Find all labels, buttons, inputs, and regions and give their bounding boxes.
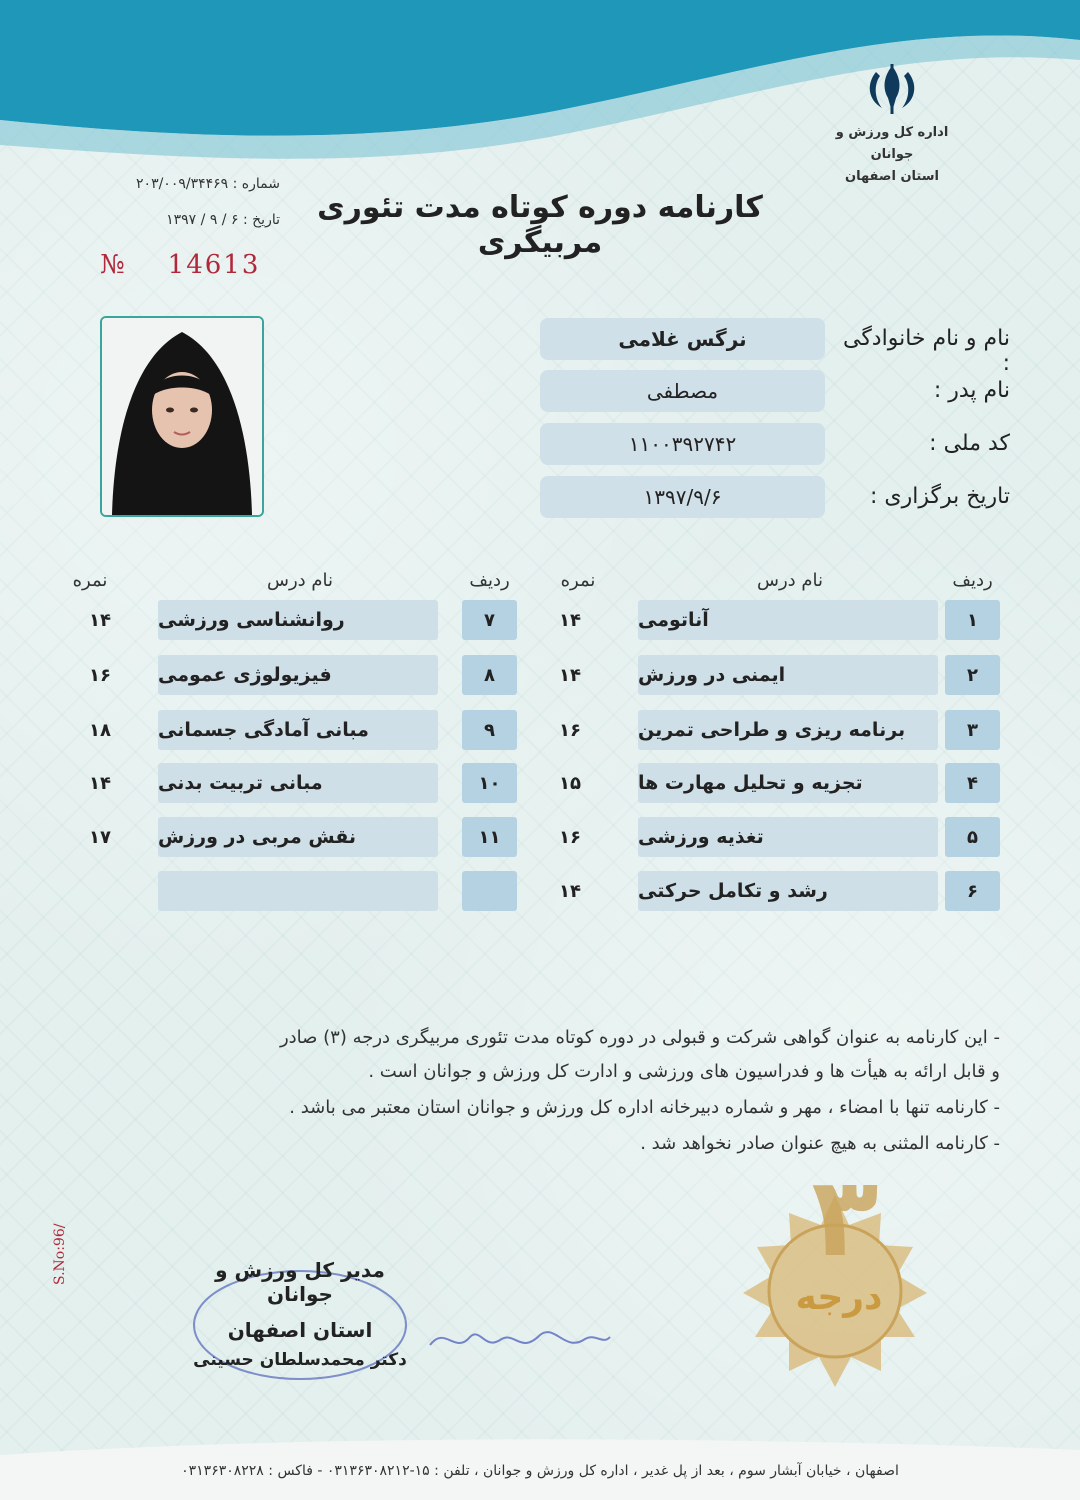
header-index-right: ردیف xyxy=(952,570,993,591)
header-course-right: نام درس xyxy=(756,570,824,591)
row-index: ۱۱ xyxy=(462,817,517,857)
row-index: ۹ xyxy=(462,710,517,750)
note-line: - کارنامه تنها با امضاء ، مهر و شماره دبیرخانه اداره کل ورزش و جوانان استان معتبر می باشد . xyxy=(289,1097,1000,1118)
signer-name: دکتر محمدسلطان حسینی xyxy=(193,1350,407,1370)
signer-title: مدیر کل ورزش و جوانان xyxy=(215,1258,385,1306)
row-course: روانشناسی ورزشی xyxy=(158,600,438,640)
row-index xyxy=(462,871,517,911)
number-value: ۲۰۳/۰۰۹/۳۴۴۶۹ xyxy=(136,176,229,192)
holder-photo xyxy=(100,316,264,517)
row-index: ۱ xyxy=(945,600,1000,640)
row-course: رشد و تکامل حرکتی xyxy=(638,871,938,911)
row-grade: ۱۷ xyxy=(89,826,111,848)
row-grade: ۱۴ xyxy=(89,609,111,631)
date-value: ۶ / ۹ / ۱۳۹۷ xyxy=(166,212,239,228)
row-course: برنامه ریزی و طراحی تمرین xyxy=(638,710,938,750)
row-grade: ۱۸ xyxy=(89,719,111,741)
footer-wave xyxy=(0,1395,1080,1500)
handwritten-signature xyxy=(425,1315,615,1365)
father-value: مصطفی xyxy=(540,370,825,412)
portrait-image xyxy=(102,318,262,515)
org-name: اداره کل ورزش و جوانان xyxy=(835,125,949,162)
row-grade: ۱۶ xyxy=(559,719,581,741)
national-id-label: کد ملی : xyxy=(929,431,1010,456)
note-line: و قابل ارائه به هیأت ها و فدراسیون های ورزشی و ادارت کل ورزش و جوانان است . xyxy=(368,1061,1000,1082)
row-course: مبانی آمادگی جسمانی xyxy=(158,710,438,750)
row-index: ۱۰ xyxy=(462,763,517,803)
date-label: تاریخ : xyxy=(242,212,280,228)
row-course: فیزیولوژی عمومی xyxy=(158,655,438,695)
row-index: ۳ xyxy=(945,710,1000,750)
row-grade: ۱۴ xyxy=(89,772,111,794)
row-course: تجزیه و تحلیل مهارت ها xyxy=(638,763,938,803)
signer-province: استان اصفهان xyxy=(227,1318,373,1342)
header-grade-left: نمره xyxy=(72,570,108,591)
serial-number xyxy=(100,250,260,280)
row-course: آناتومی xyxy=(638,600,938,640)
held-date-label: تاریخ برگزاری : xyxy=(869,484,1010,509)
seal-big-digit: ۳ xyxy=(811,1185,879,1281)
footer-address: اصفهان ، خیابان آبشار سوم ، بعد از پل غدیر ، اداره کل ورزش و جوانان ، تلفن : ۱۵-۰۳۱۳۶۳۰۸۲۱۲ - فاکس : ۰۳۱۳۶۳۰۸۲۲۸ xyxy=(181,1463,899,1479)
row-index: ۷ xyxy=(462,600,517,640)
row-course: مبانی تربیت بدنی xyxy=(158,763,438,803)
row-index: ۲ xyxy=(945,655,1000,695)
father-label: نام پدر : xyxy=(933,378,1010,403)
iran-emblem-icon xyxy=(862,62,922,116)
row-grade: ۱۵ xyxy=(559,772,581,794)
org-province: استان اصفهان xyxy=(845,169,939,184)
held-date-value: ۱۳۹۷/۹/۶ xyxy=(540,476,825,518)
row-index: ۸ xyxy=(462,655,517,695)
side-serial-mark: S.No:96/ xyxy=(52,1223,68,1285)
row-grade: ۱۶ xyxy=(89,664,111,686)
serial-symbol: № xyxy=(100,250,127,280)
letter-date xyxy=(60,212,280,228)
note-line: - این کارنامه به عنوان گواهی شرکت و قبولی در دوره کوتاه مدت تئوری مربیگری درجه (۳) صادر xyxy=(279,1027,1000,1048)
header-index-left: ردیف xyxy=(469,570,510,591)
letter-number xyxy=(60,176,280,192)
row-grade xyxy=(60,871,140,911)
signature-block xyxy=(180,1258,420,1370)
row-grade: ۱۴ xyxy=(559,880,581,902)
row-course xyxy=(158,871,438,911)
row-index: ۶ xyxy=(945,871,1000,911)
row-index: ۵ xyxy=(945,817,1000,857)
row-grade: ۱۴ xyxy=(559,664,581,686)
grade-seal xyxy=(715,1185,955,1415)
row-grade: ۱۴ xyxy=(559,609,581,631)
header-course-left: نام درس xyxy=(266,570,334,591)
number-label: شماره : xyxy=(232,176,280,192)
notes xyxy=(70,1018,1000,1164)
seal-word: درجه xyxy=(795,1277,883,1318)
row-course: نقش مربی در ورزش xyxy=(158,817,438,857)
row-grade: ۱۶ xyxy=(559,826,581,848)
serial-value: 14613 xyxy=(167,250,261,280)
note-line: - کارنامه المثنی به هیچ عنوان صادر نخواهد شد . xyxy=(640,1133,1000,1154)
header-grade-right: نمره xyxy=(560,570,596,591)
row-course: تغذیه ورزشی xyxy=(638,817,938,857)
organization-block xyxy=(822,62,962,188)
row-course: ایمنی در ورزش xyxy=(638,655,938,695)
row-index: ۴ xyxy=(945,763,1000,803)
national-id-value: ۱۱۰۰۳۹۲۷۴۲ xyxy=(540,423,825,465)
document-title: کارنامه دوره کوتاه مدت تئوری مربیگری xyxy=(317,190,763,260)
name-label: نام و نام خانوادگی : xyxy=(842,326,1010,376)
name-value: نرگس غلامی xyxy=(540,318,825,360)
